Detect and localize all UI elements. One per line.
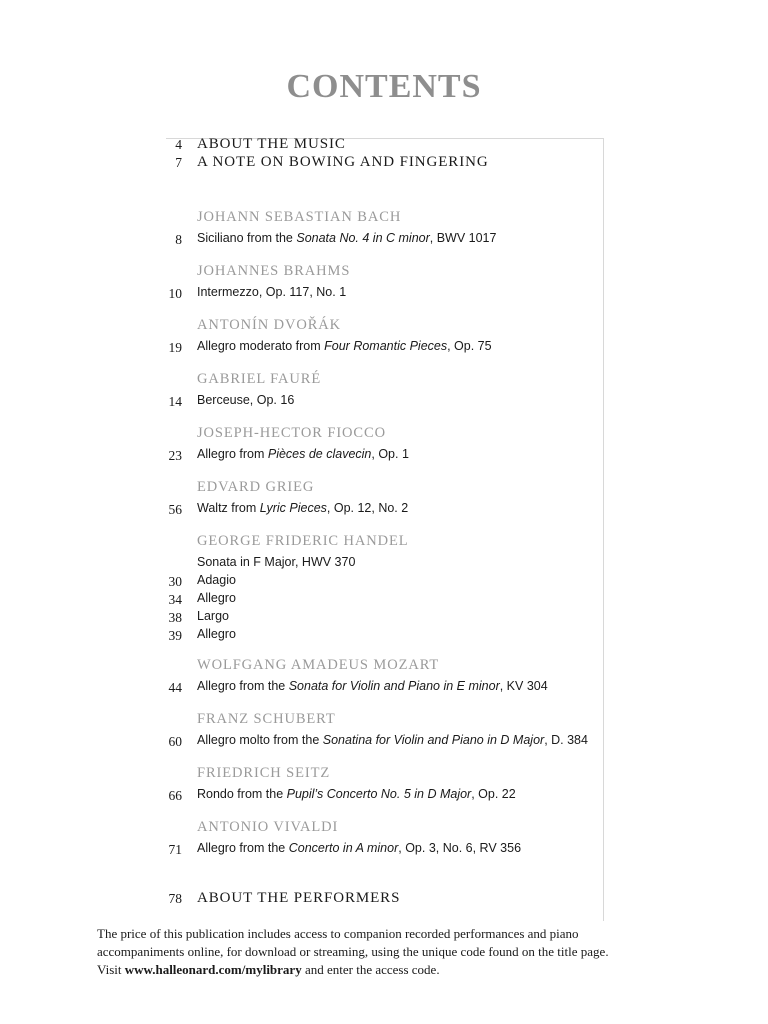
piece-work-title: Lyric Pieces	[259, 501, 327, 515]
contents-frame	[166, 138, 604, 921]
piece-title	[197, 447, 409, 461]
page-number: 23	[168, 448, 182, 463]
piece-title-text: Adagio	[197, 573, 236, 587]
composer-name: ANTONÍN DVOŘÁK	[197, 317, 342, 333]
page-number: 66	[168, 788, 182, 803]
piece-title-text: Allegro from	[197, 447, 268, 461]
composer-name: EDVARD GRIEG	[197, 479, 315, 495]
piece-title-text: Allegro from the	[197, 841, 289, 855]
composer-name: JOHANN SEBASTIAN BACH	[197, 209, 402, 225]
page-number: 56	[168, 502, 182, 517]
piece-title-text: Waltz from	[197, 501, 260, 515]
access-note-line	[97, 961, 697, 979]
access-note-line: The price of this publication includes access to companion recorded performances and piano	[97, 926, 579, 941]
page-number: 34	[168, 592, 182, 607]
page-number: 10	[168, 286, 182, 301]
piece-catalog: , Op. 12, No. 2	[326, 501, 409, 515]
page-number: 78	[168, 891, 182, 906]
piece-title	[197, 555, 355, 569]
piece-title	[197, 627, 236, 641]
composer-name: WOLFGANG AMADEUS MOZART	[197, 657, 440, 673]
piece-title-text: Allegro moderato from	[197, 339, 325, 353]
contents-title: CONTENTS	[286, 68, 482, 105]
piece-work-title: Pupil’s Concerto No. 5 in D Major	[286, 787, 472, 801]
piece-title-text: Siciliano from the	[197, 231, 297, 245]
piece-title	[197, 285, 346, 299]
page-number: 39	[168, 628, 182, 643]
page-number: 71	[168, 842, 182, 857]
page-number: 38	[168, 610, 182, 625]
piece-title	[197, 841, 521, 855]
section-label: ABOUT THE MUSIC	[197, 136, 346, 152]
section-label: A NOTE ON BOWING AND FINGERING	[197, 154, 489, 170]
page-number: 44	[168, 680, 182, 695]
section-label: ABOUT THE PERFORMERS	[197, 890, 401, 906]
page-number: 14	[168, 394, 182, 409]
piece-title-text: Allegro from the	[197, 679, 289, 693]
piece-title	[197, 609, 229, 623]
piece-title-text: Berceuse, Op. 16	[197, 393, 295, 407]
piece-title	[197, 573, 236, 587]
piece-title	[197, 591, 236, 605]
library-url-link[interactable]: www.halleonard.com/mylibrary	[124, 962, 302, 977]
piece-catalog: , Op. 22	[471, 787, 516, 801]
access-note	[97, 925, 697, 979]
piece-title	[197, 501, 408, 515]
piece-work-title: Sonata No. 4 in C minor	[296, 231, 430, 245]
piece-title	[197, 787, 516, 801]
composer-name: ANTONIO VIVALDI	[197, 819, 339, 835]
access-note-line: accompaniments online, for download or streaming, using the unique code found on the title page.	[97, 944, 609, 959]
piece-work-title: Sonata for Violin and Piano in E minor	[288, 679, 500, 693]
piece-catalog: , BWV 1017	[429, 231, 497, 245]
piece-catalog: , Op. 1	[371, 447, 409, 461]
access-note-text: and enter the access code.	[301, 962, 440, 977]
access-note-text: Visit	[97, 962, 125, 977]
composer-name: JOHANNES BRAHMS	[197, 263, 351, 279]
piece-title-text: Largo	[197, 609, 229, 623]
composer-name: GEORGE FRIDERIC HANDEL	[197, 533, 409, 549]
piece-catalog: , Op. 75	[447, 339, 492, 353]
page-number: 19	[168, 340, 182, 355]
page-number: 8	[175, 232, 182, 247]
piece-title	[197, 679, 548, 693]
piece-work-title: Sonatina for Violin and Piano in D Major	[322, 733, 545, 747]
piece-title-text: Allegro	[197, 627, 236, 641]
page-number: 60	[168, 734, 182, 749]
piece-catalog: , D. 384	[544, 733, 588, 747]
piece-title	[197, 339, 492, 353]
composer-name: JOSEPH-HECTOR FIOCCO	[197, 425, 386, 441]
piece-title-text: Allegro molto from the	[197, 733, 323, 747]
piece-catalog: , KV 304	[499, 679, 548, 693]
piece-title-text: Intermezzo, Op. 117, No. 1	[197, 285, 347, 299]
piece-title	[197, 733, 588, 747]
piece-work-title: Concerto in A minor	[288, 841, 399, 855]
piece-work-title: Four Romantic Pieces	[324, 339, 448, 353]
composer-name: GABRIEL FAURÉ	[197, 371, 322, 387]
piece-title	[197, 393, 294, 407]
piece-catalog: , Op. 3, No. 6, RV 356	[398, 841, 522, 855]
page-number: 30	[168, 574, 182, 589]
page-number: 7	[175, 155, 182, 170]
piece-work-title: Pièces de clavecin	[267, 447, 372, 461]
piece-title-text: Rondo from the	[197, 787, 287, 801]
composer-name: FRANZ SCHUBERT	[197, 711, 336, 727]
page-number: 4	[175, 137, 182, 152]
piece-title-text: Allegro	[197, 591, 236, 605]
composer-name: FRIEDRICH SEITZ	[197, 765, 331, 781]
piece-title-text: Sonata in F Major, HWV 370	[197, 555, 356, 569]
piece-title	[197, 231, 496, 245]
